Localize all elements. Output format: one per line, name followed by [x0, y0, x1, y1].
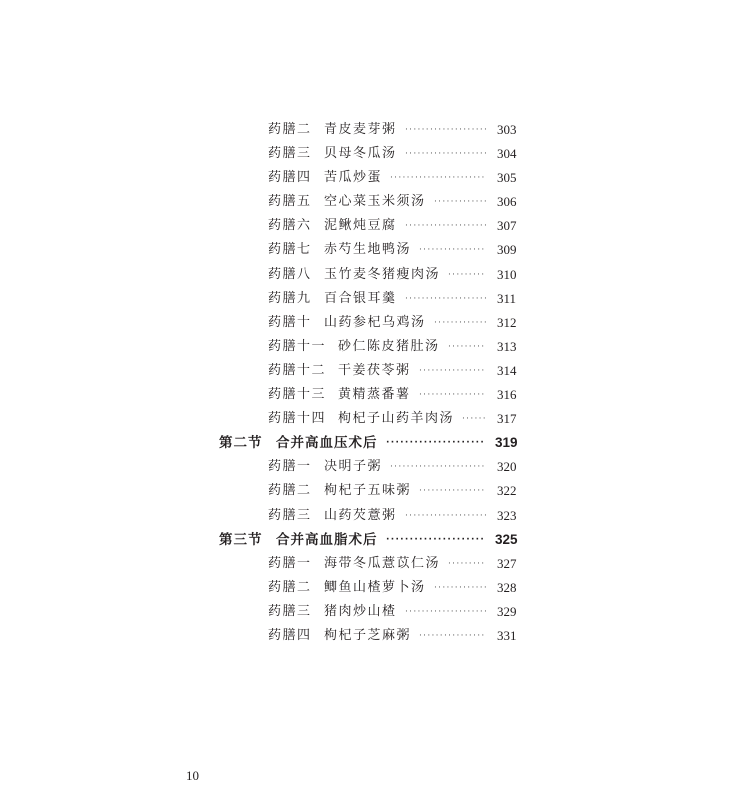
page-ref: 304: [497, 146, 517, 162]
page-ref: 325: [495, 531, 518, 547]
page-ref: 327: [497, 555, 517, 571]
dot-leader: ················: [419, 630, 486, 641]
entry-title: 砂仁陈皮猪肚汤: [338, 338, 440, 354]
entry-title: 苦瓜炒蛋: [324, 170, 383, 186]
dot-leader: ····················: [405, 293, 489, 304]
entry-label: 药膳一: [268, 555, 312, 571]
entry-label: 药膳三: [268, 146, 312, 162]
toc-entry[interactable]: [0, 190, 750, 214]
entry-label: 药膳九: [268, 290, 312, 306]
toc-entry[interactable]: [0, 214, 750, 238]
entry-label: 药膳六: [268, 218, 312, 234]
dot-leader: ················: [419, 390, 486, 401]
section-title: 合并高血压术后: [276, 435, 378, 452]
toc-section-heading[interactable]: [0, 528, 750, 552]
entry-label: 药膳五: [268, 194, 312, 210]
page-ref: 331: [497, 627, 517, 643]
dot-leader: ················: [419, 486, 486, 497]
entry-title: 猪肉炒山楂: [324, 603, 397, 619]
entry-label: 药膳八: [268, 266, 312, 282]
dot-leader: ·······················: [390, 173, 486, 184]
page-ref: 306: [497, 194, 517, 210]
entry-label: 药膳十四: [268, 411, 327, 427]
dot-leader: ·········: [448, 269, 486, 280]
section-title: 合并高血脂术后: [276, 531, 378, 548]
entry-title: 枸杞子山药羊肉汤: [338, 411, 455, 427]
entry-label: 药膳二: [268, 579, 312, 595]
toc-entry[interactable]: [0, 576, 750, 600]
dot-leader: ·········: [448, 558, 486, 569]
entry-label: 药膳三: [268, 603, 312, 619]
entry-label: 药膳十二: [268, 362, 327, 378]
entry-title: 空心菜玉米须汤: [324, 194, 426, 210]
dot-leader: ················: [419, 245, 486, 256]
entry-label: 药膳十: [268, 314, 312, 330]
page-ref: 311: [497, 290, 517, 306]
toc-entry[interactable]: [0, 359, 750, 383]
entry-title: 干姜茯苓粥: [338, 362, 411, 378]
entry-title: 玉竹麦冬猪瘦肉汤: [324, 266, 441, 282]
toc-entry[interactable]: [0, 383, 750, 407]
entry-label: 药膳三: [268, 507, 312, 523]
entry-title: 鲫鱼山楂萝卜汤: [324, 579, 426, 595]
entry-label: 药膳一: [268, 459, 312, 475]
entry-label: 药膳二: [268, 122, 312, 137]
toc-entry[interactable]: [0, 600, 750, 624]
dot-leader: ·····················: [386, 534, 486, 545]
toc-entry[interactable]: [0, 311, 750, 335]
dot-leader: ·············: [434, 582, 489, 593]
dot-leader: ····················: [405, 149, 489, 160]
page-ref: 314: [497, 362, 517, 378]
page-ref: 309: [497, 242, 517, 258]
toc-entry[interactable]: [0, 166, 750, 190]
dot-leader: ····················: [405, 221, 489, 232]
toc-entry[interactable]: [0, 455, 750, 479]
section-number: 第二节: [219, 435, 263, 452]
entry-title: 赤芍生地鸭汤: [324, 242, 412, 258]
toc-entry[interactable]: [0, 479, 750, 503]
toc-entry[interactable]: [0, 624, 750, 648]
entry-title: 黄精蒸番薯: [338, 387, 411, 403]
page-ref: 319: [495, 435, 518, 451]
page-ref: 313: [497, 338, 517, 354]
toc-entry[interactable]: [0, 287, 750, 311]
dot-leader: ····················: [405, 606, 489, 617]
table-of-contents: [0, 118, 750, 648]
entry-title: 决明子粥: [324, 459, 383, 475]
dot-leader: ·····················: [386, 438, 486, 449]
entry-title: 枸杞子五味粥: [324, 483, 412, 499]
entry-title: 泥鳅炖豆腐: [324, 218, 397, 234]
dot-leader: ·············: [434, 197, 489, 208]
entry-label: 药膳七: [268, 242, 312, 258]
section-number: 第三节: [219, 531, 263, 548]
page-ref: 310: [497, 266, 517, 282]
dot-leader: ·········: [448, 341, 486, 352]
dot-leader: ····················: [405, 510, 489, 521]
entry-label: 药膳四: [268, 627, 312, 643]
toc-entry[interactable]: [0, 335, 750, 359]
page-ref: 320: [497, 459, 517, 475]
dot-leader: ················: [419, 365, 486, 376]
entry-label: 药膳十三: [268, 387, 327, 403]
entry-title: 山药芡薏粥: [324, 507, 397, 523]
page-ref: 317: [497, 411, 517, 427]
entry-title: 枸杞子芝麻粥: [324, 627, 412, 643]
dot-leader: ······: [462, 414, 487, 425]
toc-entry[interactable]: [0, 552, 750, 576]
entry-title: 青皮麦芽粥: [324, 122, 397, 137]
toc-entry[interactable]: [0, 263, 750, 287]
entry-label: 药膳十一: [268, 338, 327, 354]
dot-leader: ·······················: [390, 462, 486, 473]
entry-label: 药膳二: [268, 483, 312, 499]
dot-leader: ·············: [434, 317, 489, 328]
page-ref: 312: [497, 314, 517, 330]
entry-label: 药膳四: [268, 170, 312, 186]
toc-section-heading[interactable]: [0, 431, 750, 455]
page-ref: 303: [497, 122, 517, 137]
page-ref: 328: [497, 579, 517, 595]
dot-leader: ····················: [405, 125, 489, 135]
page-ref: 329: [497, 603, 517, 619]
entry-title: 海带冬瓜薏苡仁汤: [324, 555, 441, 571]
toc-entry[interactable]: [0, 238, 750, 262]
toc-entry[interactable]: [0, 407, 750, 431]
page-ref: 307: [497, 218, 517, 234]
page-ref: 323: [497, 507, 517, 523]
entry-title: 百合银耳羹: [324, 290, 397, 306]
entry-title: 山药参杞乌鸡汤: [324, 314, 426, 330]
page-ref: 316: [497, 387, 517, 403]
toc-entry[interactable]: [0, 142, 750, 166]
page-number: 10: [186, 768, 199, 783]
toc-entry[interactable]: [0, 118, 750, 142]
page-ref: 322: [497, 483, 517, 499]
entry-title: 贝母冬瓜汤: [324, 146, 397, 162]
toc-entry[interactable]: [0, 504, 750, 528]
page-ref: 305: [497, 170, 517, 186]
